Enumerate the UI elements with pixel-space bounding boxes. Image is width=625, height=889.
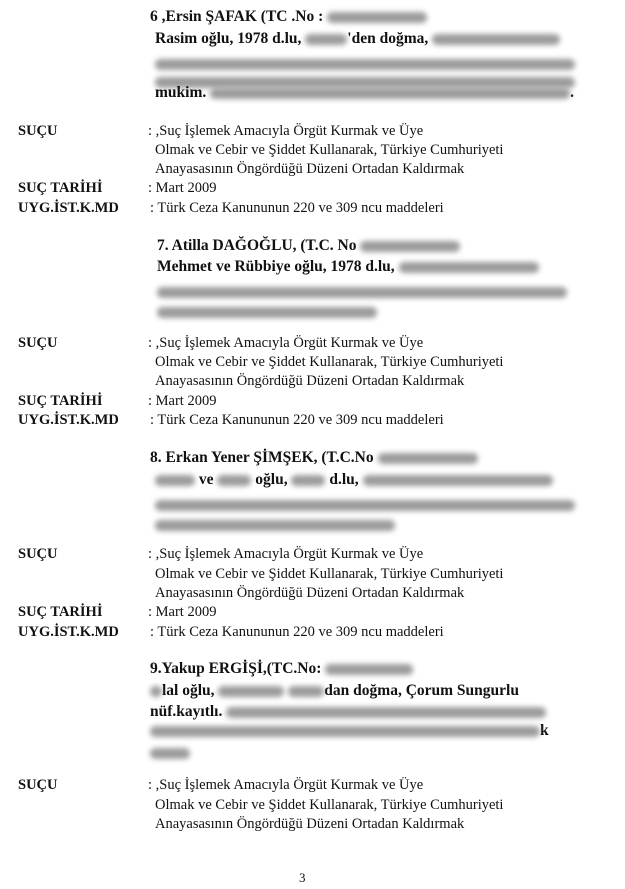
redacted-block — [155, 520, 395, 531]
entry-8-line-4 — [155, 516, 395, 534]
redacted-block — [210, 88, 570, 99]
suc-tarihi-value: : Mart 2009 — [148, 180, 217, 196]
crime-line-1: : ,Suç İşlemek Amacıyla Örgüt Kurmak ve Üye — [148, 123, 424, 139]
entry-7-parent-text: Mehmet ve Rübbiye oğlu, 1978 d.lu, — [157, 258, 395, 275]
redacted-block — [217, 475, 251, 486]
redacted-block — [327, 12, 427, 23]
entry-8-name-text: 8. Erkan Yener ŞİMŞEK, (T.C.No — [150, 449, 374, 466]
entry-6-line-3 — [155, 55, 575, 73]
suc-tarihi-value: : Mart 2009 — [148, 604, 217, 620]
redacted-block — [325, 664, 413, 675]
entry-9-parent-text: lal oğlu, — [162, 682, 215, 699]
redacted-block — [363, 475, 553, 486]
entry-7-line-3 — [157, 283, 567, 301]
entry-8-line-3 — [155, 496, 575, 514]
crime-line-3: Anayasasının Öngördüğü Düzeni Ortadan Kaldırmak — [155, 816, 465, 832]
entry-7-name — [157, 237, 460, 255]
suc-tarihi-label: SUÇ TARİHİ — [18, 604, 103, 620]
crime-line-2: Olmak ve Cebir ve Şiddet Kullanarak, Türkiye Cumhuriyeti — [155, 142, 504, 158]
suc-tarihi-label: SUÇ TARİHİ — [18, 393, 103, 409]
entry-6-line-2 — [155, 30, 560, 48]
crime-line-1: : ,Suç İşlemek Amacıyla Örgüt Kurmak ve Üye — [148, 335, 424, 351]
entry-6-parent-text: Rasim oğlu, 1978 d.lu, — [155, 30, 302, 47]
suc-tarihi-value: : Mart 2009 — [148, 393, 217, 409]
crime-line-3: Anayasasının Öngördüğü Düzeni Ortadan Kaldırmak — [155, 585, 465, 601]
entry-8-parent-text: oğlu, — [255, 471, 288, 488]
suc-label: SUÇU — [18, 777, 58, 793]
entry-9-line-2 — [150, 682, 519, 700]
entry-6-name — [150, 8, 427, 26]
uyg-value: : Türk Ceza Kanununun 220 ve 309 ncu maddeleri — [150, 412, 444, 428]
entry-6-name-text: 6 ,Ersin ŞAFAK (TC .No : — [150, 8, 324, 25]
entry-8-name — [150, 449, 478, 467]
suc-label: SUÇU — [18, 546, 58, 562]
redacted-block — [150, 748, 190, 759]
redacted-block — [226, 707, 546, 718]
entry-6-address-text: mukim. — [155, 84, 207, 101]
redacted-block — [218, 686, 284, 697]
entry-9-line-4 — [150, 722, 549, 740]
entry-7-line-2 — [157, 258, 539, 276]
crime-line-3: Anayasasının Öngördüğü Düzeni Ortadan Kaldırmak — [155, 161, 465, 177]
entry-7-name-text: 7. Atilla DAĞOĞLU, (T.C. No — [157, 237, 357, 254]
entry-9-registry-text: nüf.kayıtlı. — [150, 703, 223, 720]
uyg-label: UYG.İST.K.MD — [18, 412, 119, 428]
redacted-block — [378, 453, 478, 464]
redacted-block — [157, 287, 567, 298]
crime-line-1: : ,Suç İşlemek Amacıyla Örgüt Kurmak ve Üye — [148, 546, 424, 562]
entry-9-name — [150, 660, 413, 678]
redacted-block — [399, 262, 539, 273]
entry-8-line-2 — [155, 471, 553, 489]
uyg-label: UYG.İST.K.MD — [18, 624, 119, 640]
entry-9-name-text: 9.Yakup ERGİŞİ,(TC.No: — [150, 660, 322, 677]
crime-line-2: Olmak ve Cebir ve Şiddet Kullanarak, Türkiye Cumhuriyeti — [155, 566, 504, 582]
crime-line-2: Olmak ve Cebir ve Şiddet Kullanarak, Türkiye Cumhuriyeti — [155, 797, 504, 813]
entry-9-line-end: k — [540, 722, 549, 739]
redacted-block — [432, 34, 560, 45]
redacted-block — [157, 307, 377, 318]
entry-8-birth-text: d.lu, — [329, 471, 359, 488]
redacted-block — [305, 34, 347, 45]
entry-9-birth-text: dan doğma, Çorum Sungurlu — [324, 682, 519, 699]
redacted-block — [288, 686, 324, 697]
uyg-value: : Türk Ceza Kanununun 220 ve 309 ncu maddeleri — [150, 624, 444, 640]
suc-label: SUÇU — [18, 335, 58, 351]
suc-tarihi-label: SUÇ TARİHİ — [18, 180, 103, 196]
entry-9-line-5 — [150, 744, 190, 762]
redacted-block — [155, 500, 575, 511]
entry-6-birth-text: 'den doğma, — [347, 30, 429, 47]
redacted-block — [155, 475, 195, 486]
uyg-value: : Türk Ceza Kanununun 220 ve 309 ncu maddeleri — [150, 200, 444, 216]
uyg-label: UYG.İST.K.MD — [18, 200, 119, 216]
crime-line-2: Olmak ve Cebir ve Şiddet Kullanarak, Türkiye Cumhuriyeti — [155, 354, 504, 370]
entry-6-line-end: . — [570, 84, 574, 101]
entry-6-line-5 — [155, 84, 574, 102]
page-number: 3 — [299, 870, 306, 885]
entry-8-and-text: ve — [198, 471, 214, 488]
redacted-block — [360, 241, 460, 252]
crime-line-1: : ,Suç İşlemek Amacıyla Örgüt Kurmak ve Üye — [148, 777, 424, 793]
redacted-block — [150, 726, 540, 737]
redacted-block — [150, 686, 162, 697]
entry-7-line-4 — [157, 303, 377, 321]
redacted-block — [291, 475, 325, 486]
suc-label: SUÇU — [18, 123, 58, 139]
redacted-block — [155, 59, 575, 70]
crime-line-3: Anayasasının Öngördüğü Düzeni Ortadan Kaldırmak — [155, 373, 465, 389]
entry-9-line-3 — [150, 703, 546, 721]
